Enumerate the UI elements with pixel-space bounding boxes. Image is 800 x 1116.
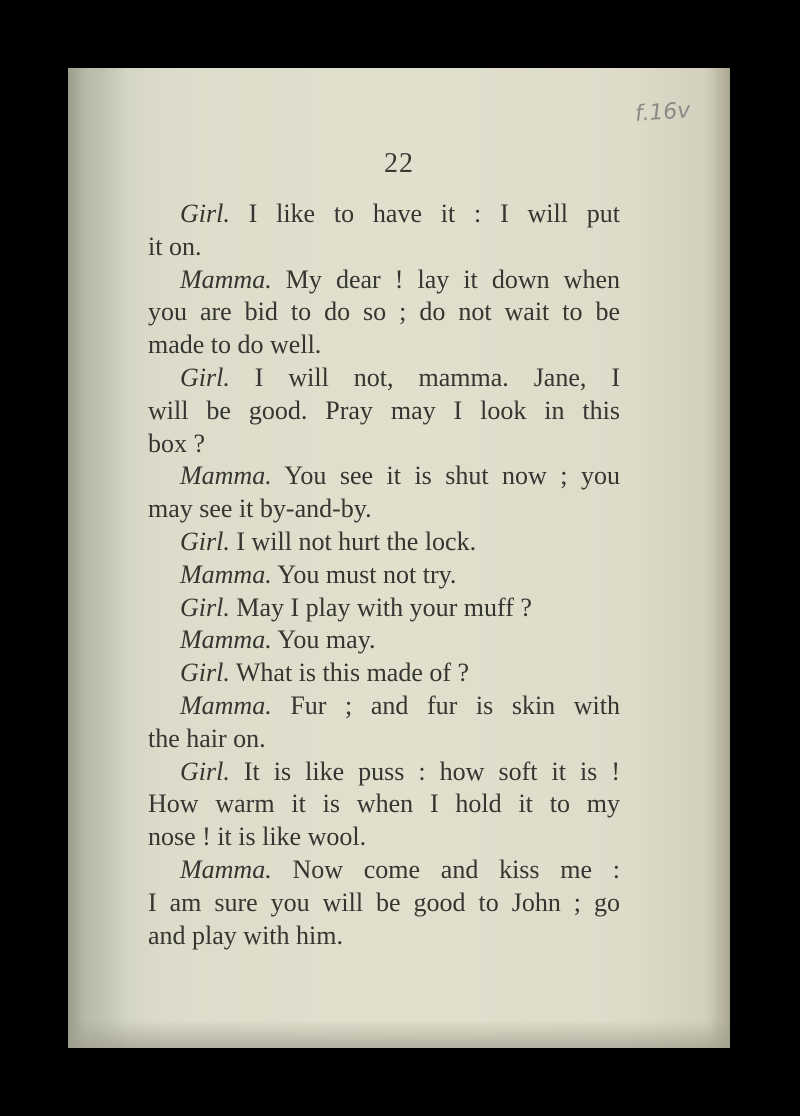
line-text: it on. xyxy=(148,231,202,261)
text-line xyxy=(148,559,620,592)
line-text: you are bid to do so ; do not wait to be xyxy=(148,297,620,327)
line-text: Now come and kiss me : xyxy=(271,854,620,884)
speaker-label: Mamma. xyxy=(180,854,272,884)
speaker-label: Mamma. xyxy=(180,690,272,720)
text-line xyxy=(148,231,620,264)
text-line xyxy=(148,428,620,461)
page-gutter-shading xyxy=(68,68,128,1048)
text-line xyxy=(148,329,620,362)
speaker-label: Girl. xyxy=(180,592,230,622)
text-line xyxy=(148,362,620,395)
line-text: You see it is shut now ; you xyxy=(271,461,620,491)
line-text: May I play with your muff ? xyxy=(229,592,532,622)
speaker-label: Girl. xyxy=(180,362,230,392)
page-bottom-shading xyxy=(68,1020,730,1048)
line-text: My dear ! lay it down when xyxy=(271,264,620,294)
text-line xyxy=(148,920,620,953)
speaker-label: Mamma. xyxy=(180,625,272,655)
line-text: I will not hurt the lock. xyxy=(229,526,477,556)
text-line xyxy=(148,264,620,297)
text-line xyxy=(148,493,620,526)
book-page xyxy=(68,68,730,1048)
text-line xyxy=(148,723,620,756)
line-text: Fur ; and fur is skin with xyxy=(271,690,620,720)
text-line xyxy=(148,854,620,887)
folio-mark: f.16v xyxy=(633,98,691,127)
line-text: the hair on. xyxy=(148,723,266,753)
speaker-label: Girl. xyxy=(180,756,230,786)
text-line xyxy=(148,592,620,625)
line-text: box ? xyxy=(148,428,206,458)
text-line xyxy=(148,887,620,920)
line-text: made to do well. xyxy=(148,330,322,360)
text-line xyxy=(148,624,620,657)
text-line xyxy=(148,460,620,493)
speaker-label: Mamma. xyxy=(180,559,272,589)
line-text: I am sure you will be good to John ; go xyxy=(148,887,620,917)
text-line xyxy=(148,296,620,329)
line-text: What is this made of ? xyxy=(229,658,470,688)
text-line xyxy=(148,395,620,428)
line-text: may see it by-and-by. xyxy=(148,494,372,524)
line-text: You must not try. xyxy=(271,559,457,589)
speaker-label: Girl. xyxy=(180,658,230,688)
speaker-label: Mamma. xyxy=(180,264,272,294)
page-number: 22 xyxy=(384,148,414,179)
text-line xyxy=(148,690,620,723)
speaker-label: Girl. xyxy=(180,199,230,228)
page-edge-shading xyxy=(712,68,730,1048)
text-line xyxy=(148,788,620,821)
line-text: nose ! it is like wool. xyxy=(148,822,367,852)
text-line xyxy=(148,821,620,854)
line-text: How warm it is when I hold it to my xyxy=(148,789,620,819)
text-line xyxy=(148,657,620,690)
speaker-label: Mamma. xyxy=(180,461,272,491)
speaker-label: Girl. xyxy=(180,526,230,556)
line-text: will be good. Pray may I look in this xyxy=(148,395,620,425)
line-text: It is like puss : how soft it is ! xyxy=(229,756,620,786)
line-text: I will not, mamma. Jane, I xyxy=(229,362,620,392)
line-text: You may. xyxy=(271,625,376,655)
dialogue-text xyxy=(148,198,620,952)
line-text: I like to have it : I will put xyxy=(229,199,620,228)
text-line xyxy=(148,756,620,789)
text-line xyxy=(148,526,620,559)
text-line xyxy=(148,198,620,231)
line-text: and play with him. xyxy=(148,920,343,950)
